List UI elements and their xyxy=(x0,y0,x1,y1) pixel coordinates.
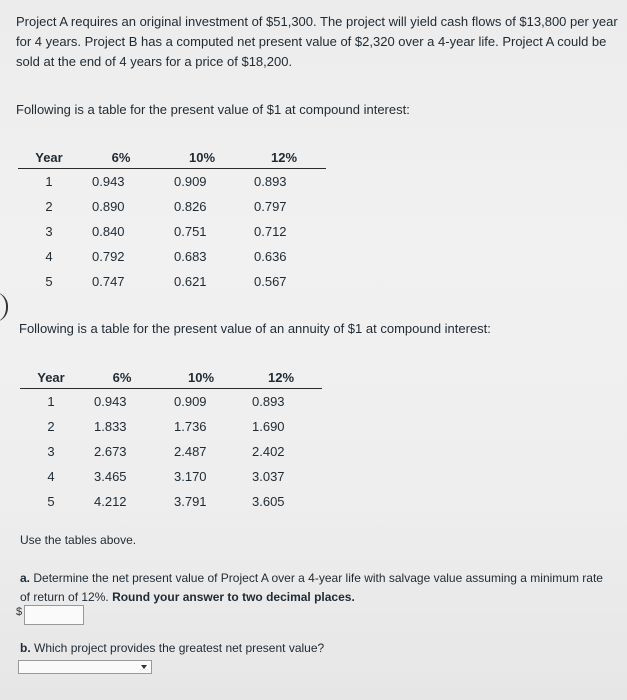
value-cell: 0.636 xyxy=(254,249,287,264)
value-cell: 0.567 xyxy=(254,274,287,289)
value-cell: 0.621 xyxy=(174,274,207,289)
value-cell: 0.893 xyxy=(254,174,287,189)
table-row xyxy=(18,219,326,244)
value-cell: 4.212 xyxy=(94,494,127,509)
value-cell: 3.605 xyxy=(252,494,285,509)
value-cell: 3.037 xyxy=(252,469,285,484)
value-cell: 1.833 xyxy=(94,419,127,434)
table-row xyxy=(18,269,326,294)
value-cell: 0.943 xyxy=(94,394,127,409)
year-cell: 1 xyxy=(45,174,53,189)
annuity-table-lead: Following is a table for the present value of an annuity of $1 at compound interest: xyxy=(19,321,491,336)
use-tables-instruction: Use the tables above. xyxy=(20,533,137,547)
table-row xyxy=(20,489,322,514)
question-a-letter: a. xyxy=(20,571,31,585)
question-a-text: Determine the net present value of Project A over a 4-year life with salvage value assuming a minimum rate of return of 12%. xyxy=(20,571,603,604)
pv-header-6pct: 6% xyxy=(111,149,131,165)
year-cell: 3 xyxy=(47,444,55,459)
question-b-letter: b. xyxy=(20,641,31,655)
table-row xyxy=(20,414,322,439)
pv-table xyxy=(18,146,326,294)
value-cell: 0.840 xyxy=(92,224,125,239)
problem-intro: Project A requires an original investment of $51,300. The project will yield cash flows of $13,800 per year for 4 years. Project B has a computed net present value of $2,320 over a 4-year life. Project A could be sold at the end of 4 years for a price of $18,200. xyxy=(16,14,618,69)
value-cell: 0.747 xyxy=(92,274,125,289)
pv-header-10pct: 10% xyxy=(188,149,216,165)
year-cell: 1 xyxy=(47,394,55,409)
chevron-down-icon xyxy=(141,665,147,669)
value-cell: 0.893 xyxy=(252,394,285,409)
annuity-header-10pct: 10% xyxy=(187,369,215,385)
value-cell: 3.791 xyxy=(174,494,207,509)
question-b-text: Which project provides the greatest net present value? xyxy=(34,641,325,655)
year-cell: 5 xyxy=(45,274,53,289)
year-cell: 4 xyxy=(45,249,53,264)
table-row xyxy=(18,169,326,195)
annuity-header-12pct: 12% xyxy=(267,369,295,385)
margin-bracket-mark xyxy=(0,292,8,322)
project-select-dropdown[interactable] xyxy=(18,660,152,674)
value-cell: 1.690 xyxy=(252,419,285,434)
value-cell: 0.909 xyxy=(174,394,207,409)
value-cell: 2.673 xyxy=(94,444,127,459)
annuity-table xyxy=(20,366,322,514)
value-cell: 1.736 xyxy=(174,419,207,434)
value-cell: 0.792 xyxy=(92,249,125,264)
value-cell: 2.402 xyxy=(252,444,285,459)
value-cell: 2.487 xyxy=(174,444,207,459)
annuity-table-header xyxy=(20,366,322,389)
value-cell: 0.797 xyxy=(254,199,287,214)
value-cell: 0.683 xyxy=(174,249,207,264)
value-cell: 3.465 xyxy=(94,469,127,484)
pv-header-12pct: 12% xyxy=(270,149,298,165)
value-cell: 0.826 xyxy=(174,199,207,214)
table-row xyxy=(20,389,322,415)
value-cell: 0.909 xyxy=(174,174,207,189)
table-row xyxy=(20,439,322,464)
question-a-rounding-note: Round your answer to two decimal places. xyxy=(112,590,355,604)
table-row xyxy=(18,194,326,219)
value-cell: 0.943 xyxy=(92,174,125,189)
year-cell: 4 xyxy=(47,469,55,484)
year-cell: 3 xyxy=(45,224,53,239)
question-b xyxy=(20,641,324,655)
value-cell: 0.712 xyxy=(254,224,287,239)
table-row xyxy=(20,464,322,489)
currency-symbol: $ xyxy=(16,606,23,618)
value-cell: 0.890 xyxy=(92,199,125,214)
annuity-header-6pct: 6% xyxy=(112,369,132,385)
pv-table-header xyxy=(18,146,326,169)
year-cell: 2 xyxy=(45,199,53,214)
pv-header-year: Year xyxy=(35,149,63,165)
year-cell: 2 xyxy=(47,419,55,434)
value-cell: 3.170 xyxy=(174,469,207,484)
npv-answer-input[interactable] xyxy=(24,605,84,625)
pv-table-lead: Following is a table for the present value of $1 at compound interest: xyxy=(16,102,410,117)
table-row xyxy=(18,244,326,269)
value-cell: 0.751 xyxy=(174,224,207,239)
annuity-header-year: Year xyxy=(37,369,65,385)
question-a xyxy=(20,569,616,607)
year-cell: 5 xyxy=(47,494,55,509)
